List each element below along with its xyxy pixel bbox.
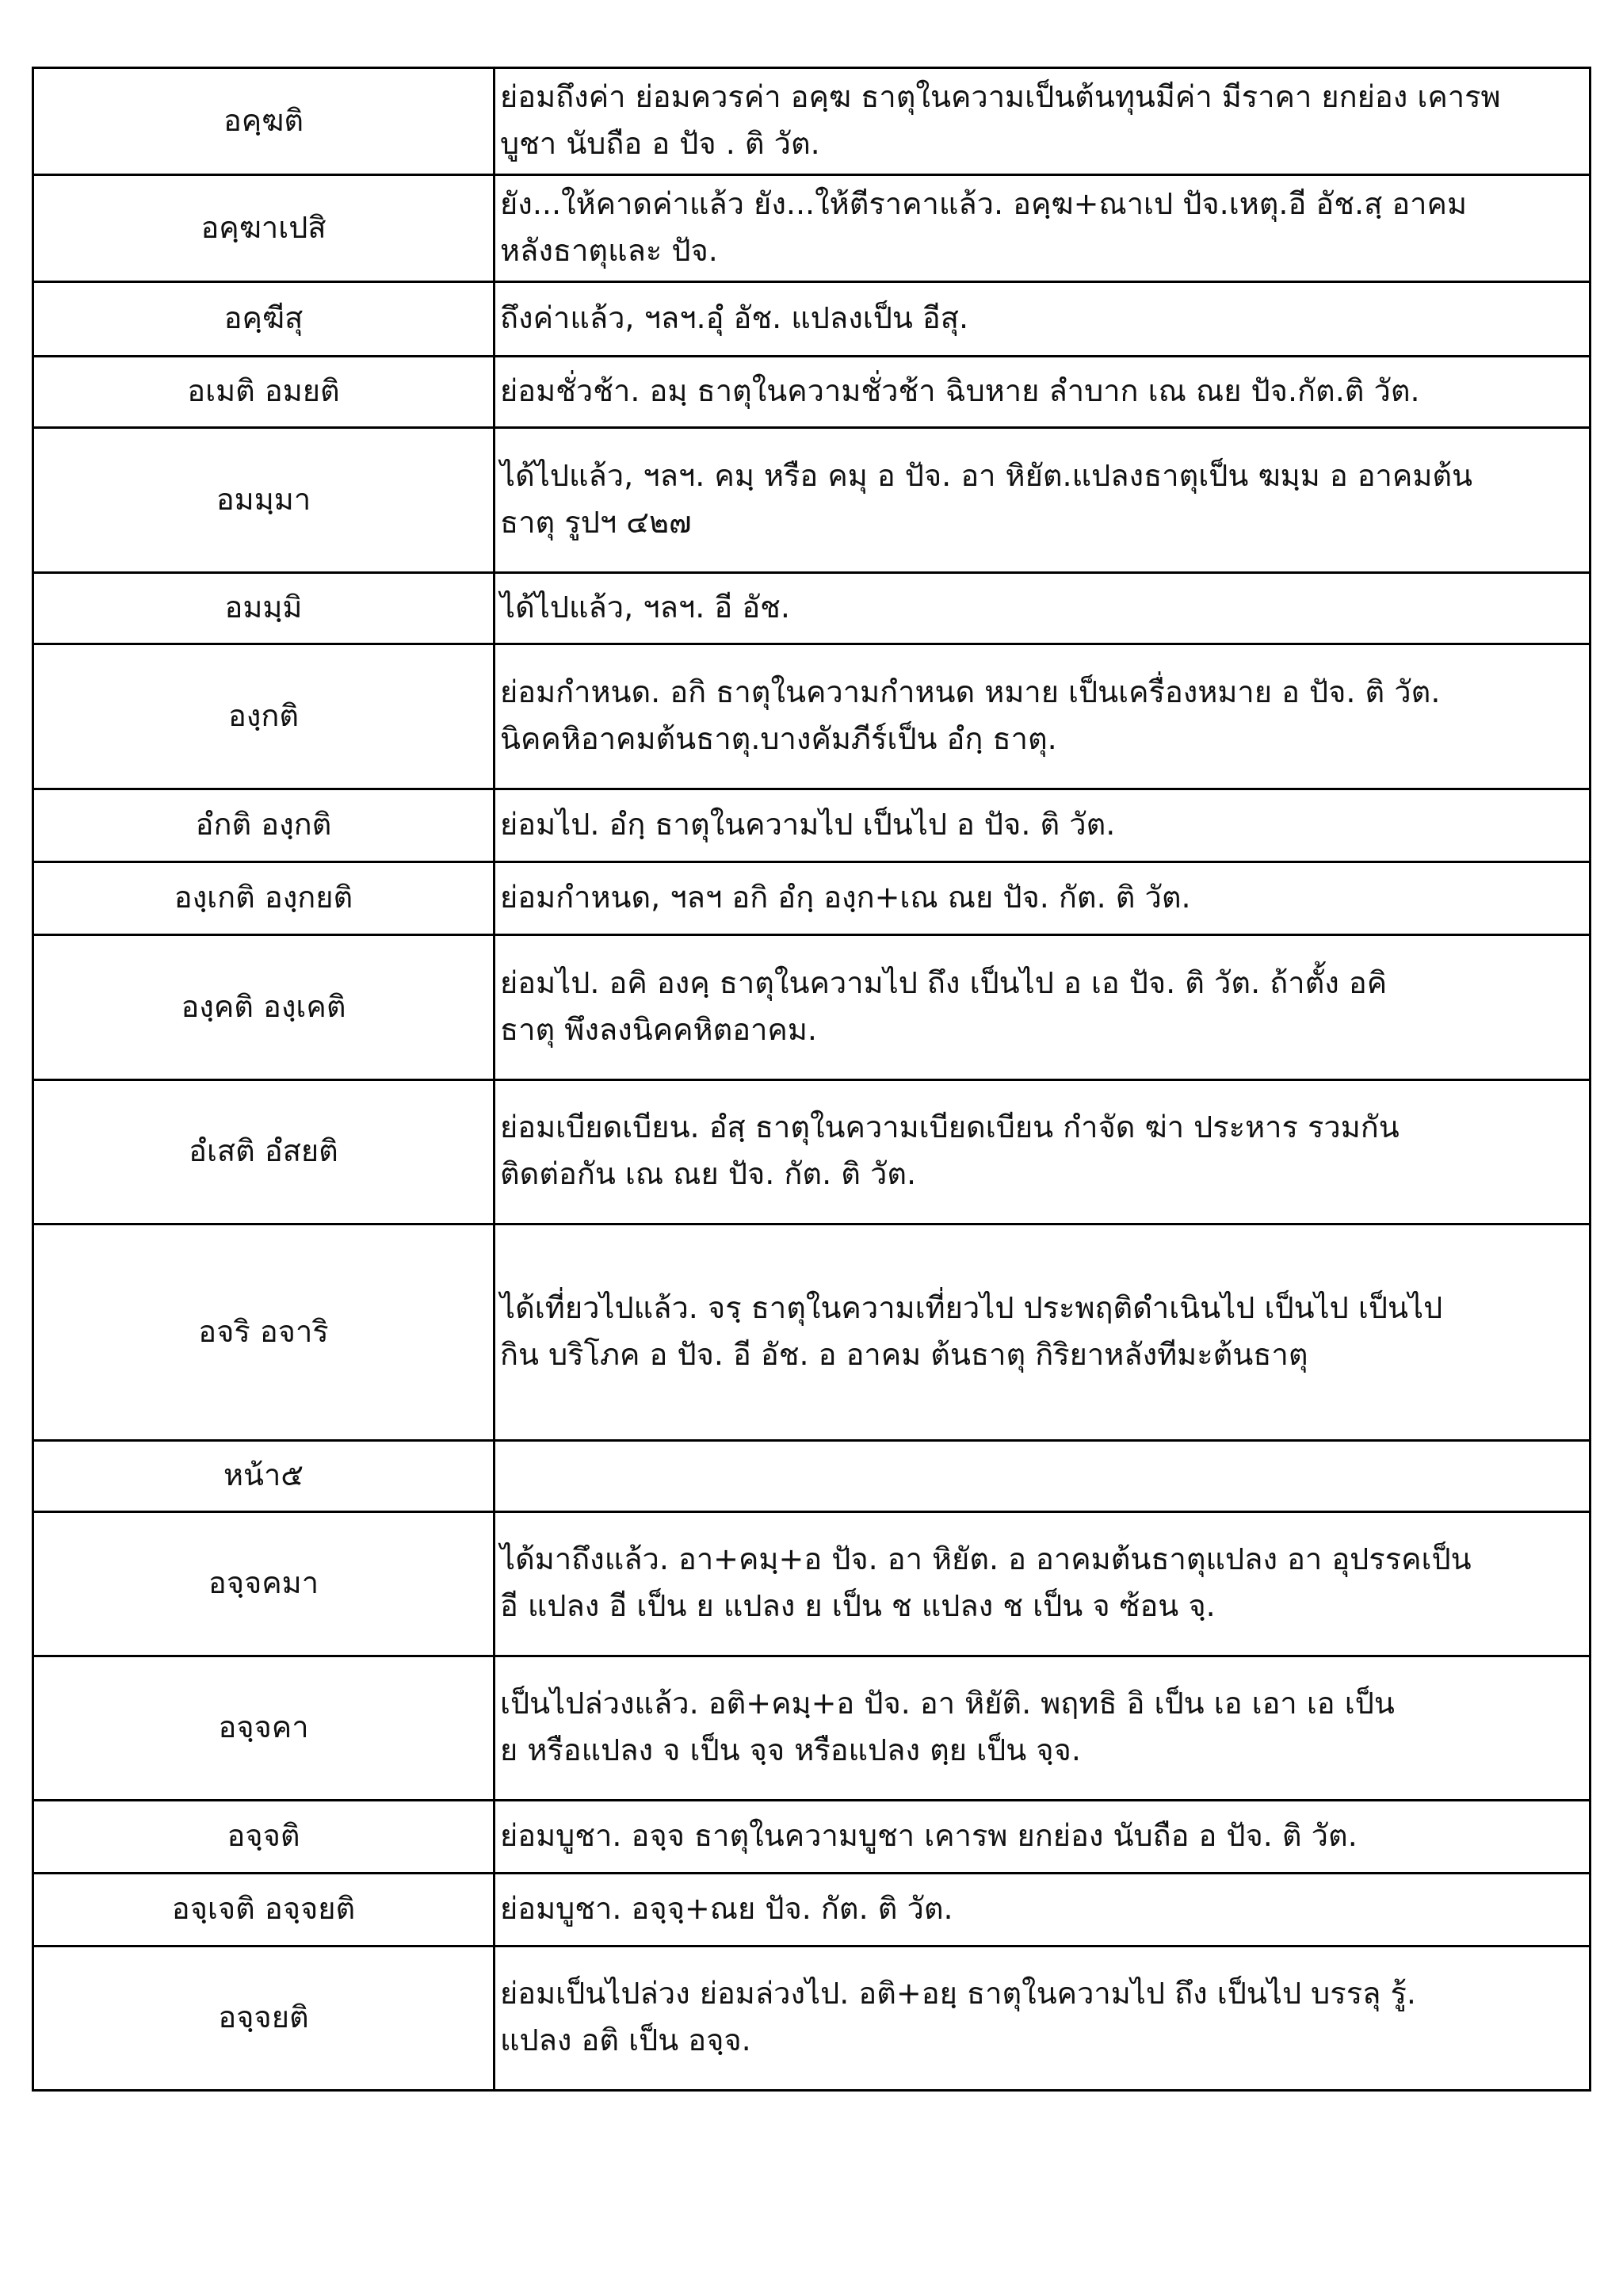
definition-line: ติดต่อกัน เณ ณย ปัจ. กัต. ติ วัต. [500,1156,917,1192]
definition-line: ย่อมถึงค่า ย่อมควรค่า อคฺฆ ธาตุในความเป็นต้นทุนมีค่า มีราคา ยกย่อง เคารพ [500,79,1501,114]
table-row [33,356,1591,427]
dictionary-sheet [32,67,1591,2092]
dictionary-table [32,67,1591,2092]
headword-cell: หน้า๕ [33,1440,495,1511]
definition-cell [495,789,1591,861]
definition-line: เป็นไปล่วงแล้ว. อติ+คมฺ+อ ปัจ. อา หิยัติ. พฤทธิ อิ เป็น เอ เอา เอ เป็น [500,1686,1395,1721]
definition-line: ย่อมชั่วช้า. อมฺ ธาตุในความชั่วช้า ฉิบหาย ลำบาก เณ ณย ปัจ.กัต.ติ วัต. [500,372,1420,408]
definition-line: ย หรือแปลง จ เป็น จฺจ หรือแปลง ตฺย เป็น จฺจ. [500,1733,1081,1768]
definition-cell [495,1800,1591,1873]
table-row [33,934,1591,1079]
headword-cell: อเมติ อมยติ [33,356,495,427]
definition-line: ย่อมกำหนด. อกิ ธาตุในความกำหนด หมาย เป็นเครื่องหมาย อ ปัจ. ติ วัต. [500,674,1441,709]
table-row [33,1440,1591,1511]
headword-cell: อมมฺมา [33,427,495,572]
table-row [33,1656,1591,1800]
table-row [33,1511,1591,1656]
definition-cell [495,1656,1591,1800]
headword-cell: องฺคติ องฺเคติ [33,934,495,1079]
definition-cell [495,861,1591,934]
table-row [33,281,1591,356]
definition-cell [495,281,1591,356]
definition-cell [495,1511,1591,1656]
definition-line: ย่อมเป็นไปล่วง ย่อมล่วงไป. อติ+อยฺ ธาตุในความไป ถึง เป็นไป บรรลุ รู้. [500,1976,1416,2011]
definition-line: หลังธาตุและ ปัจ. [500,232,718,268]
definition-line: อี แปลง อี เป็น ย แปลง ย เป็น ช แปลง ช เป็น จ ซ้อน จฺ. [500,1588,1216,1624]
definition-line: ได้ไปแล้ว, ฯลฯ. อี อัช. [500,589,791,625]
table-row [33,861,1591,934]
headword-cell: อจฺจยติ [33,1946,495,2090]
definition-line: ย่อมไป. อํกฺ ธาตุในความไป เป็นไป อ ปัจ. ติ วัต. [500,806,1116,842]
table-row [33,789,1591,861]
headword-cell: อจฺจคา [33,1656,495,1800]
headword-cell: อจฺจคมา [33,1511,495,1656]
definition-line: ย่อมเบียดเบียน. อํสฺ ธาตุในความเบียดเบียน กำจัด ฆ่า ประหาร รวมกัน [500,1110,1400,1145]
definition-cell [495,427,1591,572]
headword-cell: อคฺฆาเปสิ [33,174,495,281]
definition-line: ธาตุ พึงลงนิคคหิตอาคม. [500,1011,817,1047]
definition-line: แปลง อติ เป็น อจฺจ. [500,2023,751,2058]
definition-cell [495,572,1591,644]
table-row [33,644,1591,789]
table-row [33,1800,1591,1873]
definition-line: ได้ไปแล้ว, ฯลฯ. คมฺ หรือ คมุ อ ปัจ. อา หิยัต.แปลงธาตุเป็น ฆมฺม อ อาคมต้น [500,457,1473,493]
definition-line: กิน บริโภค อ ปัจ. อี อัช. อ อาคม ต้นธาตุ กิริยาหลังทีมะต้นธาตุ [500,1336,1308,1372]
definition-line: ธาตุ รูปฯ ๔๒๗ [500,504,692,540]
definition-cell [495,1873,1591,1946]
definition-line: นิคคหิอาคมต้นธาตุ.บางคัมภีร์เป็น อํกฺ ธาตุ. [500,720,1057,756]
headword-cell: อจฺเจติ อจฺจยติ [33,1873,495,1946]
definition-cell [495,68,1591,175]
table-row [33,1946,1591,2090]
definition-line: บูชา นับถือ อ ปัจ . ติ วัต. [500,125,820,161]
definition-line: ถึงค่าแล้ว, ฯลฯ.อุํ อัช. แปลงเป็น อีสุ. [500,300,969,335]
headword-cell: องฺกติ [33,644,495,789]
headword-cell: อจฺจติ [33,1800,495,1873]
definition-line: ย่อมกำหนด, ฯลฯ อกิ อํกฺ องฺก+เณ ณย ปัจ. กัต. ติ วัต. [500,879,1191,915]
definition-cell [495,644,1591,789]
definition-cell [495,174,1591,281]
definition-line: ได้มาถึงแล้ว. อา+คมฺ+อ ปัจ. อา หิยัต. อ อาคมต้นธาตุแปลง อา อุปรรคเป็น [500,1541,1472,1577]
definition-cell [495,1946,1591,2090]
definition-line: ย่อมบูชา. อจฺจ ธาตุในความบูชา เคารพ ยกย่อง นับถือ อ ปัจ. ติ วัต. [500,1817,1358,1853]
table-row [33,1873,1591,1946]
definition-line: ยัง...ให้คาดค่าแล้ว ยัง...ให้ตีราคาแล้ว. อคฺฆ+ณาเป ปัจ.เหตุ.อี อัช.สฺ อาคม [500,185,1467,221]
definition-cell [495,356,1591,427]
headword-cell: อคฺฆีสุ [33,281,495,356]
definition-cell [495,934,1591,1079]
table-row [33,1079,1591,1224]
headword-cell: อจริ อจาริ [33,1224,495,1440]
table-row [33,68,1591,175]
dictionary-table-body [33,68,1591,2091]
definition-line: ย่อมไป. อคิ องคฺ ธาตุในความไป ถึง เป็นไป อ เอ ปัจ. ติ วัต. ถ้าตั้ง อคิ [500,965,1388,1000]
definition-cell [495,1079,1591,1224]
headword-cell: อคฺฆติ [33,68,495,175]
headword-cell: อํกติ องฺกติ [33,789,495,861]
table-row [33,174,1591,281]
headword-cell: อมมฺมิ [33,572,495,644]
definition-line: ย่อมบูชา. อจฺจฺ+ณย ปัจ. กัต. ติ วัต. [500,1890,953,1926]
definition-line: ได้เที่ยวไปแล้ว. จรฺ ธาตุในความเที่ยวไป ประพฤติดำเนินไป เป็นไป เป็นไป [500,1289,1443,1325]
table-row [33,1224,1591,1440]
definition-cell [495,1440,1591,1511]
definition-cell [495,1224,1591,1440]
headword-cell: อํเสติ อํสยติ [33,1079,495,1224]
table-row [33,427,1591,572]
table-row [33,572,1591,644]
headword-cell: องฺเกติ องฺกยติ [33,861,495,934]
